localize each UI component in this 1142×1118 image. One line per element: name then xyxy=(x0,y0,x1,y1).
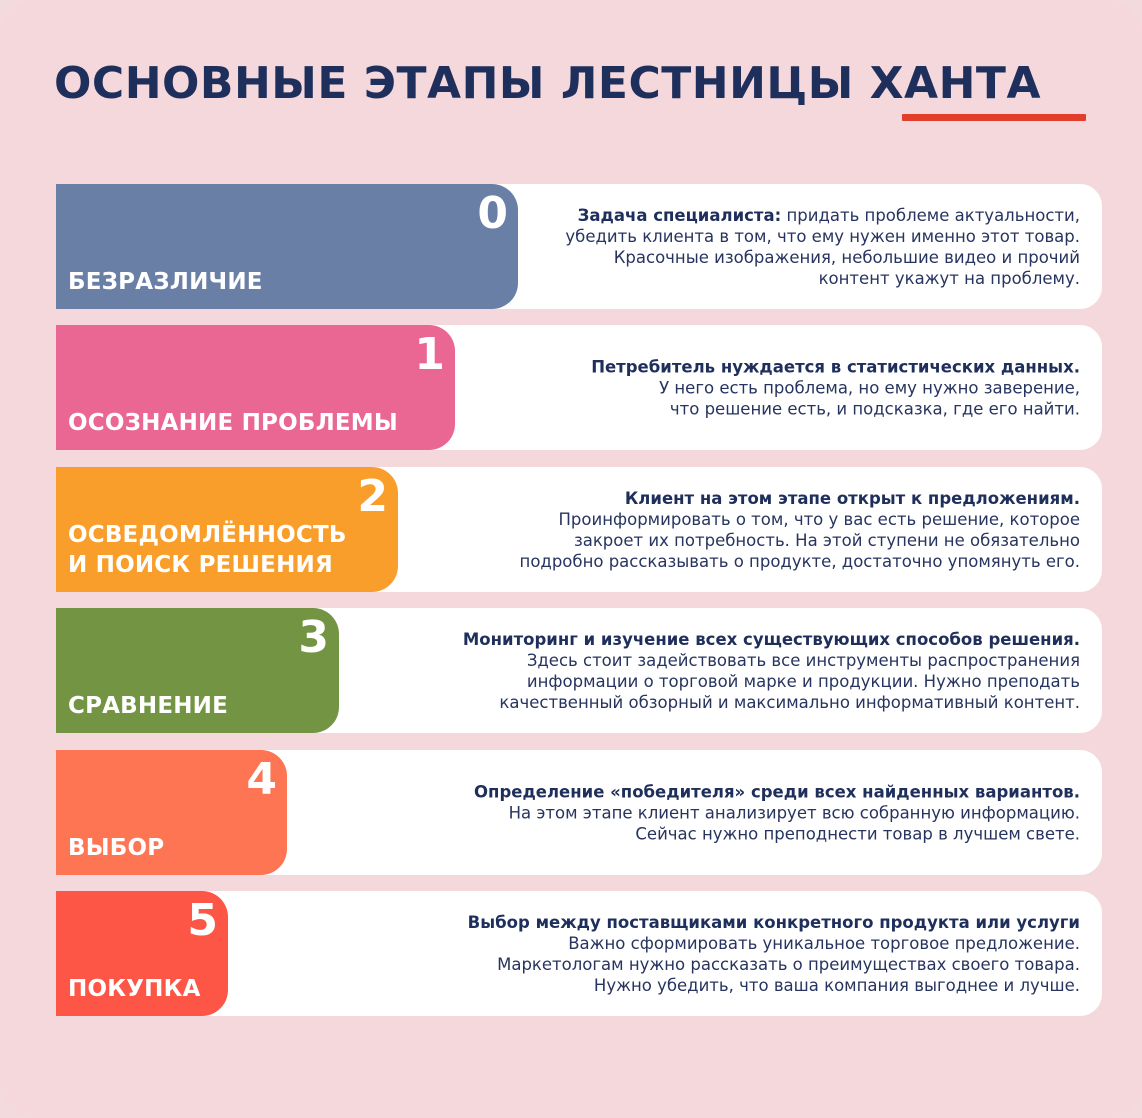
stage-5-line: Нужно убедить, что ваша компания выгоднее и лучше. xyxy=(593,975,1080,995)
stage-5-line: Важно сформировать уникальное торговое предложение. xyxy=(568,933,1080,953)
stage-0-label xyxy=(68,267,263,297)
stage-0 xyxy=(56,184,1102,309)
title-underline xyxy=(902,114,1086,121)
stage-3 xyxy=(56,608,1102,733)
stage-1-label xyxy=(68,408,398,438)
stage-4-line: Сейчас нужно преподнести товар в лучшем свете. xyxy=(635,824,1080,843)
stage-2-number: 2 xyxy=(357,471,388,522)
stage-0-block xyxy=(56,184,518,309)
stage-4-lead: Определение «победителя» среди всех найденных вариантов. xyxy=(474,782,1080,801)
stage-5-label xyxy=(68,974,201,1004)
stage-1 xyxy=(56,325,1102,450)
stage-3-line: качественный обзорный и максимально информативный контент. xyxy=(499,692,1080,712)
stage-2 xyxy=(56,467,1102,592)
stage-0-description xyxy=(565,205,1080,289)
stage-4-number: 4 xyxy=(246,754,277,805)
stage-4-block xyxy=(56,750,287,875)
stage-3-line: Здесь стоит задействовать все инструменты распространения xyxy=(526,650,1080,670)
stage-2-lead: Клиент на этом этапе открыт к предложениям. xyxy=(624,488,1080,508)
stage-1-line: У него есть проблема, но ему нужно заверение, xyxy=(659,378,1080,397)
stage-5-block xyxy=(56,891,228,1016)
stage-3-lead: Мониторинг и изучение всех существующих способов решения. xyxy=(462,629,1080,649)
stage-2-line: Проинформировать о том, что у вас есть решение, которое xyxy=(558,509,1080,529)
page-title xyxy=(54,56,1041,112)
stage-2-label-line: ОСВЕДОМЛЁННОСТЬ xyxy=(68,522,347,548)
title-highlight: ХАНТА xyxy=(869,58,1041,109)
stage-0-lead-rest: придать проблеме актуальности, xyxy=(781,205,1080,225)
stage-2-label-line: И ПОИСК РЕШЕНИЯ xyxy=(68,552,333,578)
stage-0-line: контент укажут на проблему. xyxy=(818,268,1080,288)
stage-2-line: подробно рассказывать о продукте, достаточно упомянуть его. xyxy=(519,551,1080,571)
stage-3-number: 3 xyxy=(298,612,329,663)
stage-1-label-line: ОСОЗНАНИЕ ПРОБЛЕМЫ xyxy=(68,410,398,436)
stage-3-label-line: СРАВНЕНИЕ xyxy=(68,693,229,719)
stage-4-line: На этом этапе клиент анализирует всю собранную информацию. xyxy=(508,803,1080,822)
stage-2-description xyxy=(520,488,1080,572)
stage-1-line: что решение есть, и подсказка, где его найти. xyxy=(669,399,1080,418)
stage-5 xyxy=(56,891,1102,1016)
stage-0-number: 0 xyxy=(477,188,508,239)
title-main: ОСНОВНЫЕ ЭТАПЫ ЛЕСТНИЦЫ xyxy=(54,58,870,109)
stage-4-label-line: ВЫБОР xyxy=(68,835,165,861)
stage-0-label-line: БЕЗРАЗЛИЧИЕ xyxy=(68,269,263,295)
stage-3-block xyxy=(56,608,339,733)
stage-2-block xyxy=(56,467,398,592)
stage-5-line: Маркетологам нужно рассказать о преимуществах своего товара. xyxy=(497,954,1080,974)
stage-1-lead: Петребитель нуждается в статистических данных. xyxy=(591,357,1080,376)
stage-0-lead: Задача специалиста: xyxy=(577,205,782,225)
stage-5-lead: Выбор между поставщиками конкретного продукта или услуги xyxy=(467,912,1080,932)
stage-3-line: информации о торговой марке и продукции. Нужно преподать xyxy=(526,671,1080,691)
stage-1-block xyxy=(56,325,455,450)
stage-5-label-line: ПОКУПКА xyxy=(68,976,201,1002)
stage-1-number: 1 xyxy=(414,329,445,380)
stage-2-line: закроет их потребность. На этой ступени не обязательно xyxy=(573,530,1080,550)
stage-3-label xyxy=(68,691,228,721)
stage-4-label xyxy=(68,833,164,863)
stage-2-label xyxy=(68,520,347,580)
stage-0-line: убедить клиента в том, что ему нужен именно этот товар. xyxy=(565,226,1080,246)
stage-0-line xyxy=(565,205,1080,226)
stage-5-description xyxy=(468,912,1080,996)
stage-5-number: 5 xyxy=(187,895,218,946)
stage-4 xyxy=(56,750,1102,875)
stage-1-description xyxy=(591,356,1080,419)
stage-4-description xyxy=(474,781,1080,844)
stage-3-description xyxy=(463,629,1080,713)
stage-0-line: Красочные изображения, небольшие видео и прочий xyxy=(613,247,1080,267)
